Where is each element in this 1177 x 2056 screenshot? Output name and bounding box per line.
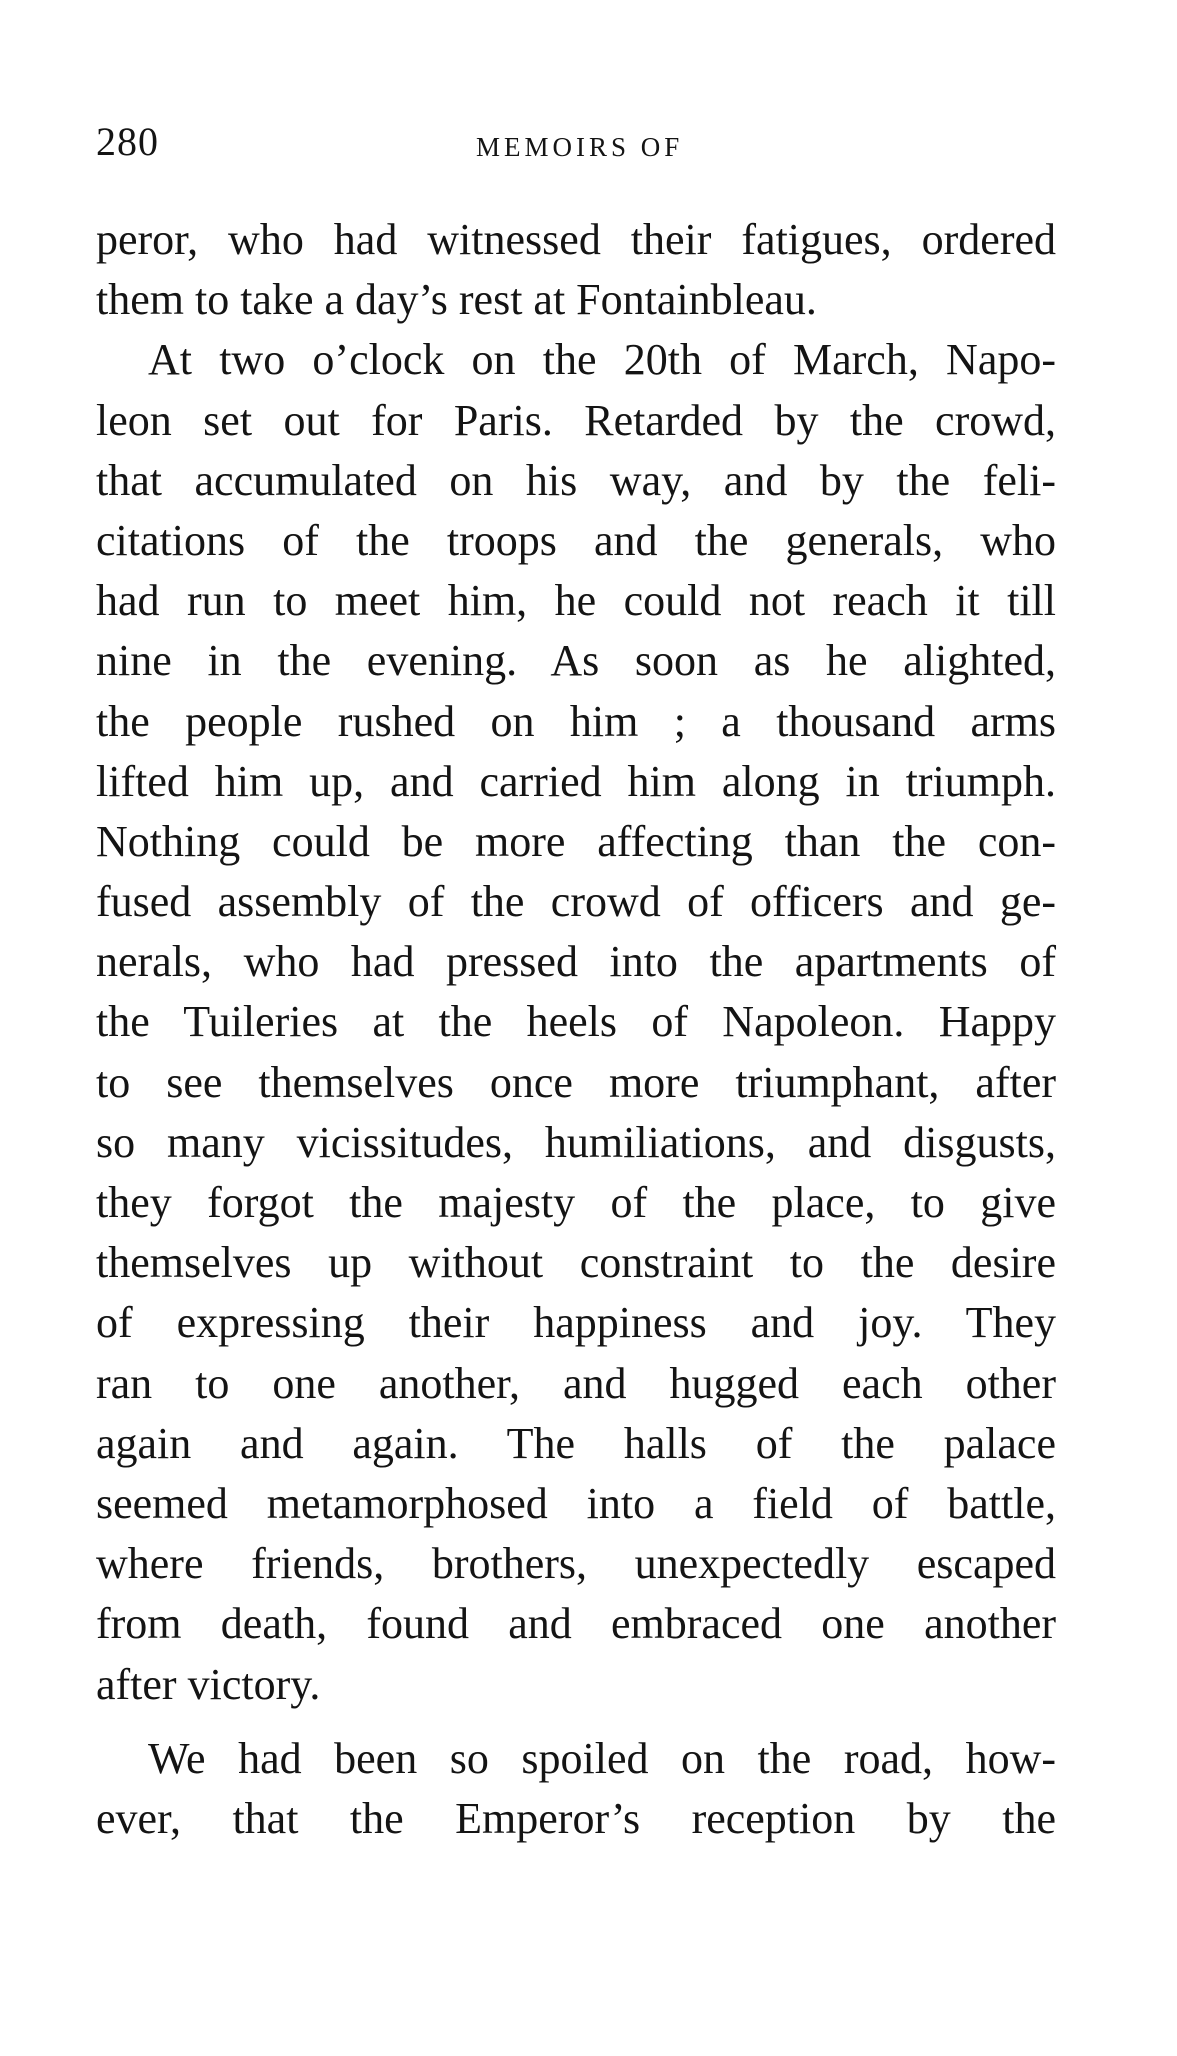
paragraph-continuation: [96, 210, 1056, 330]
text-line: Nothing could be more affecting than the con-: [96, 816, 1056, 866]
text-line: again and again. The halls of the palace: [96, 1418, 1056, 1468]
text-line: where friends, brothers, unexpectedly escaped: [96, 1539, 1056, 1589]
text-line: fused assembly of the crowd of officers and ge-: [96, 877, 1056, 927]
text-line: seemed metamorphosed into a field of battle,: [96, 1478, 1056, 1528]
paragraph-arrival-in-paris: [96, 330, 1056, 1714]
text-line: ran to one another, and hugged each other: [96, 1358, 1056, 1408]
text-line: leon set out for Paris. Retarded by the crowd,: [96, 395, 1056, 445]
text-line: that accumulated on his way, and by the feli-: [96, 455, 1056, 505]
text-line: citations of the troops and the generals, who: [96, 515, 1056, 565]
text-line: of expressing their happiness and joy. They: [96, 1298, 1056, 1348]
text-line: We had been so spoiled on the road, how-: [148, 1733, 1056, 1783]
paragraph-gap: [96, 1715, 1056, 1729]
text-line: nerals, who had pressed into the apartments of: [96, 937, 1056, 987]
text-line: after victory.: [96, 1659, 321, 1709]
text-line: the people rushed on him ; a thousand arms: [96, 696, 1056, 746]
page-number: 280: [96, 119, 159, 164]
paragraph-reception: [96, 1729, 1056, 1849]
text-line: themselves up without constraint to the desire: [96, 1238, 1056, 1288]
body-text: [96, 210, 1056, 1849]
text-line: the Tuileries at the heels of Napoleon. Happy: [96, 997, 1056, 1047]
text-line: peror, who had witnessed their fatigues, ordered: [96, 215, 1056, 264]
text-line: had run to meet him, he could not reach it till: [96, 576, 1056, 626]
running-title: MEMOIRS OF: [476, 132, 684, 162]
text-line: them to take a day’s rest at Fontainbleau.: [96, 275, 817, 325]
text-line: to see themselves once more triumphant, after: [96, 1057, 1056, 1107]
text-line: so many vicissitudes, humiliations, and disgusts,: [96, 1117, 1056, 1167]
running-head: [96, 118, 1056, 178]
text-line: they forgot the majesty of the place, to give: [96, 1178, 1056, 1227]
text-line: nine in the evening. As soon as he alighted,: [96, 636, 1056, 686]
text-line: from death, found and embraced one another: [96, 1599, 1056, 1649]
text-line: lifted him up, and carried him along in triumph.: [96, 756, 1056, 806]
text-line: At two o’clock on the 20th of March, Napo-: [148, 335, 1056, 385]
text-line: ever, that the Emperor’s reception by the: [96, 1793, 1056, 1843]
